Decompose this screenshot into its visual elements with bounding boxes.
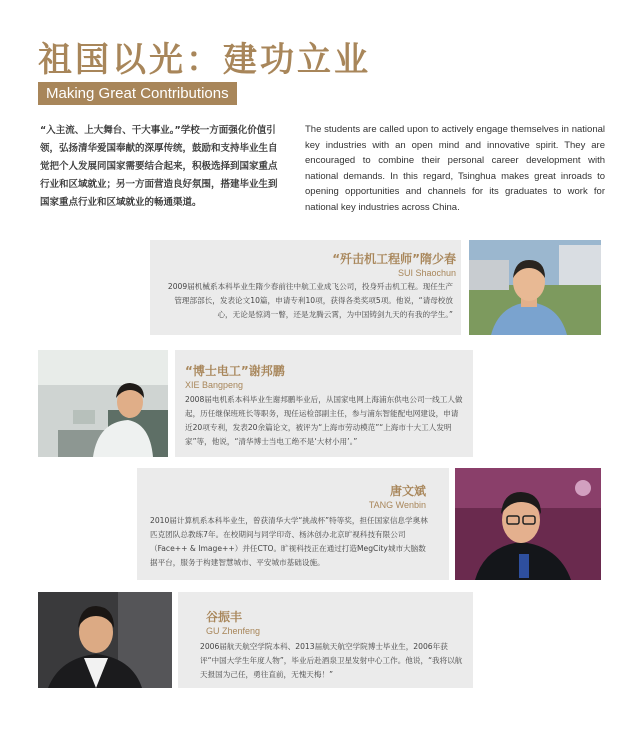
profile-bio: 2006届航天航空学院本科、2013届航天航空学院博士毕业生，2006年获评“中国大学生年度人物”，毕业后赴酒泉卫星发射中心工作。他说，“我将以航天报国为己任，勇往直前，无愧天梅！”	[200, 642, 463, 679]
profile-bio: 2010届计算机系本科毕业生，曾获清华大学“挑战杯”特等奖，担任国家信息学奥林匹克团队总教练7年。在校期间与同学印奇、杨沐创办北京旷视科技有限公司（Face++ & Image++）并任CTO。旷视科技正在通过打造MegCity城市大脑数据平台，服务于构建智慧城市、平安城市基础设施。	[150, 516, 428, 567]
profile-photo-tang	[455, 468, 601, 580]
section-subtitle: Making Great Contributions	[38, 82, 237, 105]
intro-english: The students are called upon to actively engage themselves in national key industries with an open mind and innovative spirit. They are encouraged to combine their personal career development with national demands. In this regard, Tsinghua makes great inroads to opening opportunities and channels for its graduates to work for national key industries across China.	[305, 124, 605, 213]
page-title: 祖国以光：建功立业	[38, 40, 371, 80]
profile-name-en: SUI Shaochun	[397, 268, 456, 278]
profile-name-en: GU Zhenfeng	[206, 626, 261, 636]
profile-bio: 2008届电机系本科毕业生谢邦鹏毕业后，从国家电网上海浦东供电公司一线工人做起，历任继保班班长等职务，现任运检部副主任，参与浦东智能配电网建设，申请近20项专利，发表20余篇论文，被评为“上海市劳动模范”“上海市十大工人发明家”等，他说，“清华博士当电工绝不是‘大材小用’。”	[185, 395, 463, 446]
profile-name-zh: “歼击机工程师”隋少春	[332, 252, 456, 266]
profile-photo-xie	[38, 350, 168, 457]
profile-bio: 2009届机械系本科毕业生隋少春前往中航工业成飞公司，投身歼击机工程。现任生产管理部部长，发表论文10篇，申请专利10项，获得各类奖项5项。他说，“请母校放心，无论是惊鸿一瞥，还是龙腾云霄，为中国铸剑九天的有我的学生。”	[167, 282, 453, 319]
profile-name-en: TANG Wenbin	[368, 500, 426, 510]
profile-name-zh: 唐文斌	[389, 484, 426, 498]
profile-photo-gu	[38, 592, 172, 688]
profile-name-zh: 谷振丰	[206, 610, 243, 624]
profile-photo-sui	[469, 240, 601, 335]
profile-name-zh: “博士电工”谢邦鹏	[185, 364, 285, 378]
profile-name-en: XIE Bangpeng	[185, 380, 244, 390]
intro-chinese: “入主流、上大舞台、干大事业。”学校一方面强化价值引领，弘扬清华爱国奉献的深厚传统，鼓励和支持毕业生自觉把个人发展同国家需要结合起来，积极选择到国家重点行业和区域就业；另一方面营造良好氛围，搭建毕业生到国家重点行业和区域就业的畅通渠道。	[40, 125, 278, 208]
